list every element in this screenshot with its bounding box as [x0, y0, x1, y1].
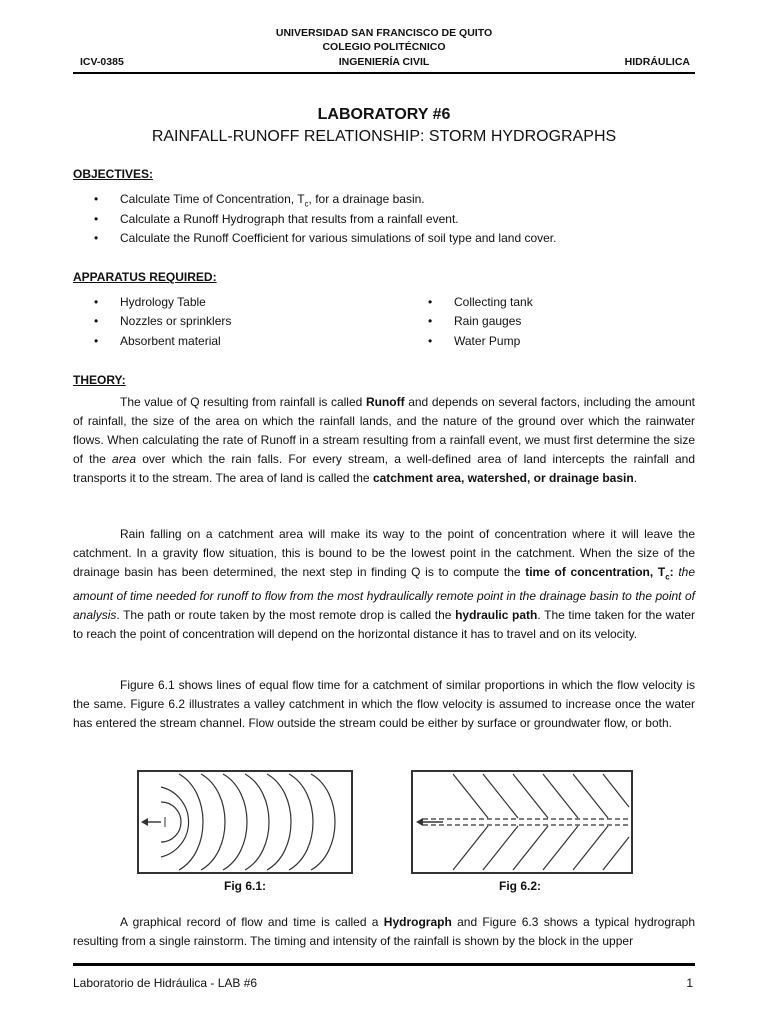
theory-heading: THEORY:: [73, 373, 126, 387]
theory-paragraph-4: A graphical record of flow and time is called a Hydrograph and Figure 6.3 shows a typical hydrograph resulting from a single rainstorm. The timing and intensity of the rainfall is shown by the block in the upper: [73, 915, 696, 948]
objective-text: , for a drainage basin.: [308, 192, 425, 206]
footer-rule: [73, 963, 695, 966]
header-university: UNIVERSIDAD SAN FRANCISCO DE QUITO: [275, 27, 493, 39]
subscript: c: [304, 199, 309, 209]
header-college: COLEGIO POLITÉCNICO: [322, 41, 446, 53]
page-number: 1: [686, 976, 693, 990]
objective-text: Calculate a Runoff Hydrograph that results from a rainfall event.: [120, 212, 459, 226]
bullet: •: [94, 212, 99, 226]
apparatus-text: Water Pump: [454, 334, 521, 348]
apparatus-text: Collecting tank: [454, 295, 533, 309]
theory-paragraph-3: Figure 6.1 shows lines of equal flow time for a catchment of similar proportions in which the flow velocity is the same. Figure 6.2 illustrates a valley catchment in which the flow velocity is assumed to increase once the water has entered the stream channel. Flow outside the stream could be either by surface or groundwater flow, or both.: [73, 678, 695, 730]
figure-6-2-valley-catchment: [411, 770, 633, 874]
header-program: INGENIERÍA CIVIL: [338, 56, 430, 68]
bullet: •: [94, 231, 99, 245]
header-subject: HIDRÁULICA: [624, 56, 690, 68]
lab-subtitle: RAINFALL-RUNOFF RELATIONSHIP: STORM HYDROGRAPHS: [151, 128, 617, 145]
apparatus-text: Rain gauges: [454, 314, 522, 328]
footer-label: Laboratorio de Hidráulica - LAB #6: [73, 976, 258, 990]
figure-6-1-caption: Fig 6.1:: [224, 879, 267, 893]
apparatus-text: Absorbent material: [120, 334, 221, 348]
objective-text: Calculate Time of Concentration, T: [120, 192, 305, 206]
header-rule: [73, 72, 695, 74]
lab-title: LABORATORY #6: [317, 106, 451, 123]
figure-6-2-caption: Fig 6.2:: [499, 879, 542, 893]
apparatus-text: Nozzles or sprinklers: [120, 314, 232, 328]
figure-6-1-catchment-isochrones: [137, 770, 353, 874]
objective-text: Calculate the Runoff Coefficient for various simulations of soil type and land cover.: [120, 231, 557, 245]
header-course-code: ICV-0385: [80, 56, 124, 68]
apparatus-heading: APPARATUS REQUIRED:: [73, 270, 217, 284]
theory-paragraph-1: The value of Q resulting from rainfall is called Runoff and depends on several factors, including the amount of rainfall, the size of the area on which the rainfall lands, and the nature of the ground over which the rainwater flows. When calculating the rate of Runoff in a stream resulting from a rainfall event, we must first determine the size of the area over which the rain falls. For every stream, a well-defined area of land intercepts the rainfall and transports it to the stream. The area of land is called the catchment area, watershed, or drainage basin.: [73, 395, 696, 485]
theory-paragraph-2: Rain falling on a catchment area will make its way to the point of concentration where it will leave the catchment. In a gravity flow situation, this is bound to be the lowest point in the catchment. When the size of the drainage basin has been determined, the next step in finding Q is to compute the time of concentration, $T_c$: the amount of time needed for runoff to flow from the most hydraulically remote point in the drainage basin to the point of analysis. The path or route taken by the most remote drop is called the hydraulic path. The time taken for the water to reach the point of concentration will depend on the horizontal distance it has to travel and on its velocity.: [73, 527, 695, 641]
objectives-heading: OBJECTIVES:: [73, 167, 154, 181]
apparatus-text: Hydrology Table: [120, 295, 206, 309]
bullet: •: [94, 192, 99, 206]
